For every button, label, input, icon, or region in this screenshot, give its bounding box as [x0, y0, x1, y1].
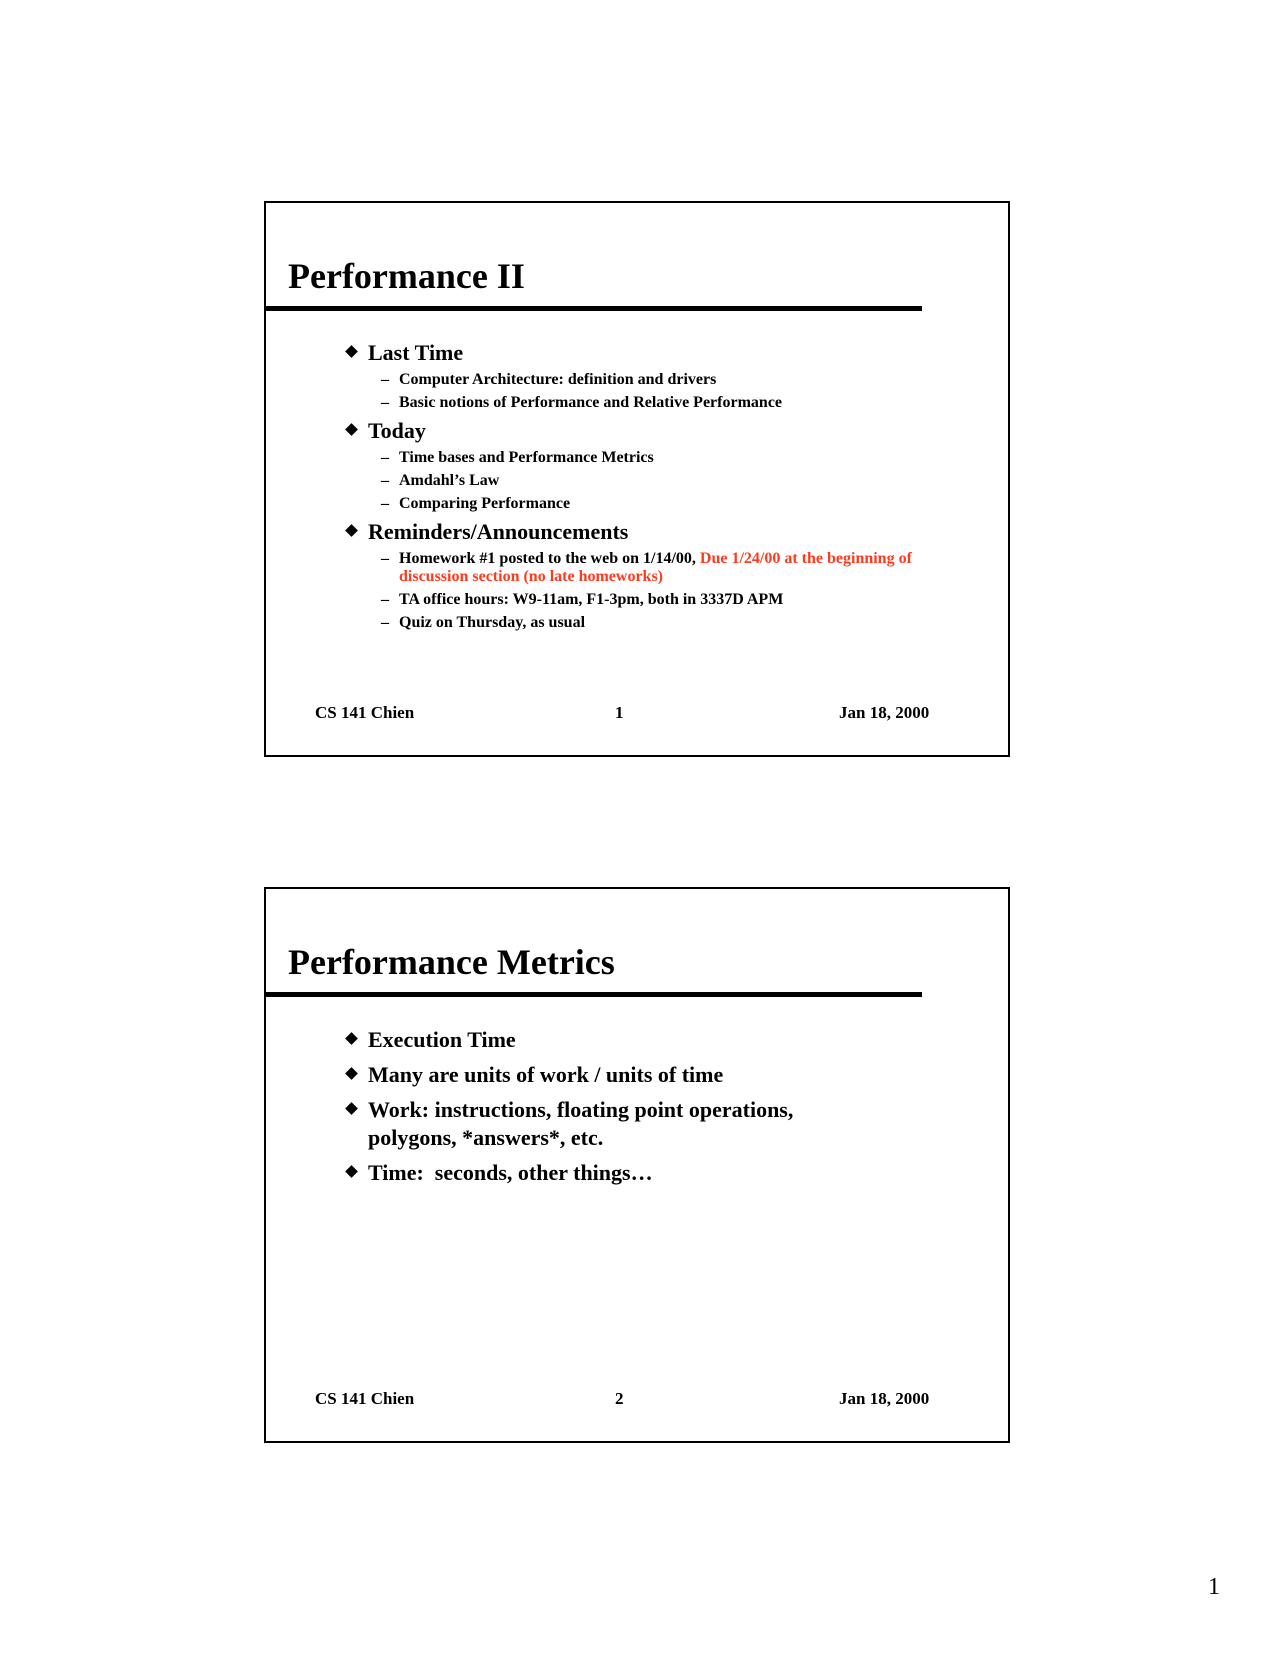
slide-title: Performance Metrics [288, 942, 615, 982]
diamond-bullet-icon [345, 423, 358, 436]
diamond-bullet-icon [345, 524, 358, 537]
diamond-bullet-icon [345, 1102, 358, 1115]
sub-bullet: – Amdahl’s Law [381, 472, 500, 489]
sub-bullet: – TA office hours: W9-11am, F1-3pm, both in 3337D APM [381, 591, 784, 608]
footer-course: CS 141 Chien [315, 703, 415, 722]
sub-bullet: – Time bases and Performance Metrics [381, 449, 654, 466]
slide-body [347, 339, 947, 637]
bullet-item: Execution Time [347, 1026, 947, 1054]
bullet-heading: Last Time [347, 339, 947, 367]
title-underline [266, 992, 922, 997]
footer-date: Jan 18, 2000 [839, 1389, 930, 1408]
section-last-time [347, 339, 947, 412]
diamond-bullet-icon [345, 345, 358, 358]
slide-title: Performance II [288, 256, 525, 296]
footer-slide-number: 2 [615, 1389, 624, 1408]
due-date-highlight: Due 1/24/00 at the beginning of discussion section (no late homeworks) [399, 550, 912, 585]
sub-bullet: – Computer Architecture: definition and drivers [381, 371, 717, 388]
slide-body [347, 1026, 947, 1194]
slide-1 [264, 201, 1010, 757]
sub-bullet: – Comparing Performance [381, 495, 571, 512]
diamond-bullet-icon [345, 1032, 358, 1045]
bullet-heading: Reminders/Announcements [347, 518, 947, 546]
slide-2 [264, 887, 1010, 1443]
page-number: 1 [1208, 1574, 1220, 1600]
footer-course: CS 141 Chien [315, 1389, 415, 1408]
bullet-heading: Today [347, 417, 947, 445]
bullet-item: Time: seconds, other things… [347, 1159, 947, 1187]
section-reminders [347, 518, 947, 632]
sub-bullet: – Homework #1 posted to the web on 1/14/00, Due 1/24/00 at the beginning of discussion section (no late homeworks) [381, 550, 912, 585]
section-today [347, 417, 947, 513]
sub-bullet: – Quiz on Thursday, as usual [381, 614, 586, 631]
footer-date: Jan 18, 2000 [839, 703, 930, 722]
diamond-bullet-icon [345, 1067, 358, 1080]
bullet-item: Many are units of work / units of time [347, 1061, 947, 1089]
diamond-bullet-icon [345, 1165, 358, 1178]
sub-bullet: – Basic notions of Performance and Relative Performance [381, 394, 783, 411]
title-underline [266, 306, 922, 311]
footer-slide-number: 1 [615, 703, 624, 722]
bullet-item: Work: instructions, floating point operations, polygons, *answers*, etc. [347, 1096, 868, 1152]
